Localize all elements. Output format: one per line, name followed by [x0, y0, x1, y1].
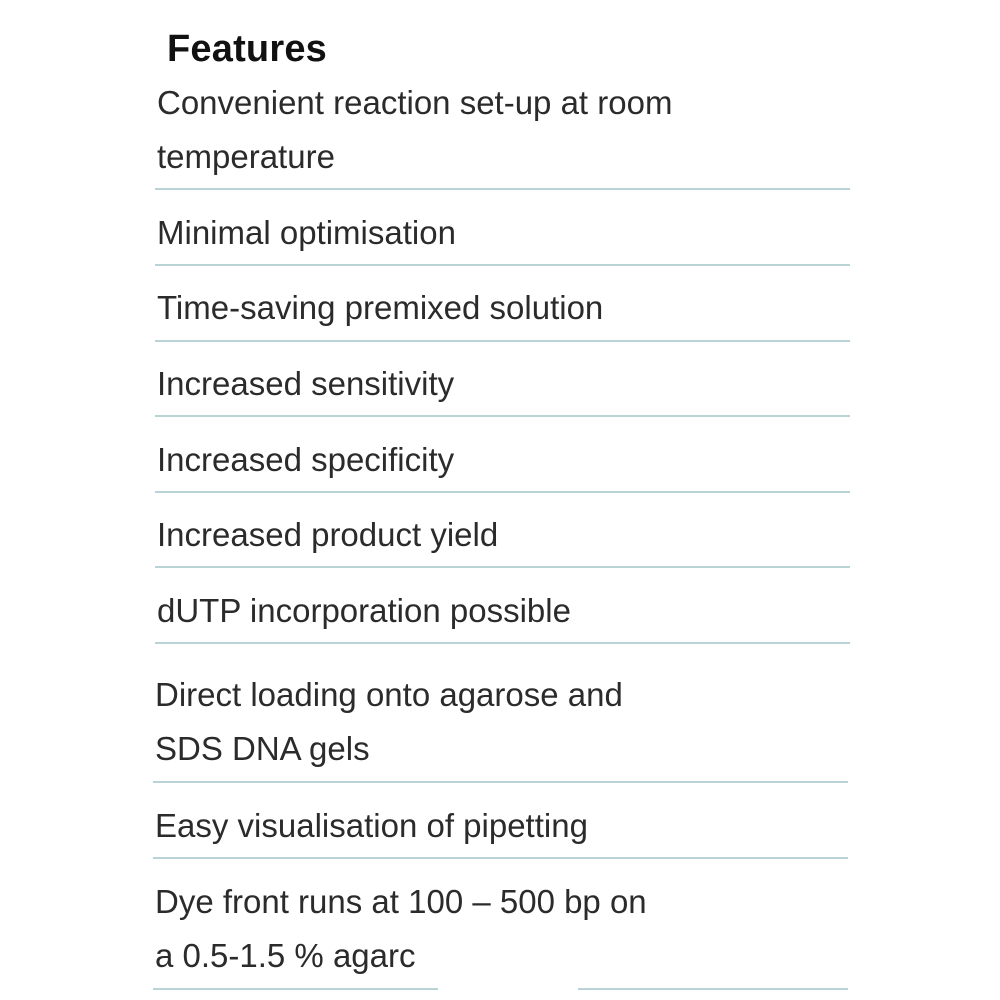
feature-item-10-line1: Dye front runs at 100 – 500 bp on: [155, 883, 647, 920]
divider-rule: [155, 491, 850, 493]
divider-rule: [155, 340, 850, 342]
divider-rule: [155, 566, 850, 568]
divider-rule: [155, 415, 850, 417]
divider-rule: [155, 642, 850, 644]
divider-rule: [153, 781, 848, 783]
feature-item-3: Time-saving premixed solution: [157, 289, 604, 326]
feature-item-1-line2: temperature: [157, 138, 335, 175]
feature-item-6: Increased product yield: [157, 516, 499, 553]
feature-item-4: Increased sensitivity: [157, 365, 455, 402]
features-heading: Features: [167, 28, 328, 70]
feature-item-5: Increased specificity: [157, 441, 455, 478]
divider-rule: [155, 188, 850, 190]
feature-item-1-line1: Convenient reaction set-up at room: [157, 84, 673, 121]
feature-item-2: Minimal optimisation: [157, 214, 456, 251]
feature-item-7: dUTP incorporation possible: [157, 592, 571, 629]
feature-item-8-line2: SDS DNA gels: [155, 730, 370, 767]
feature-item-8-line1: Direct loading onto agarose and: [155, 676, 623, 713]
divider-rule: [155, 264, 850, 266]
feature-item-10-line2: a 0.5-1.5 % agarс: [155, 937, 416, 974]
divider-rule: [578, 988, 848, 990]
divider-rule: [153, 988, 438, 990]
divider-rule: [153, 857, 848, 859]
feature-item-9: Easy visualisation of pipetting: [155, 807, 588, 844]
